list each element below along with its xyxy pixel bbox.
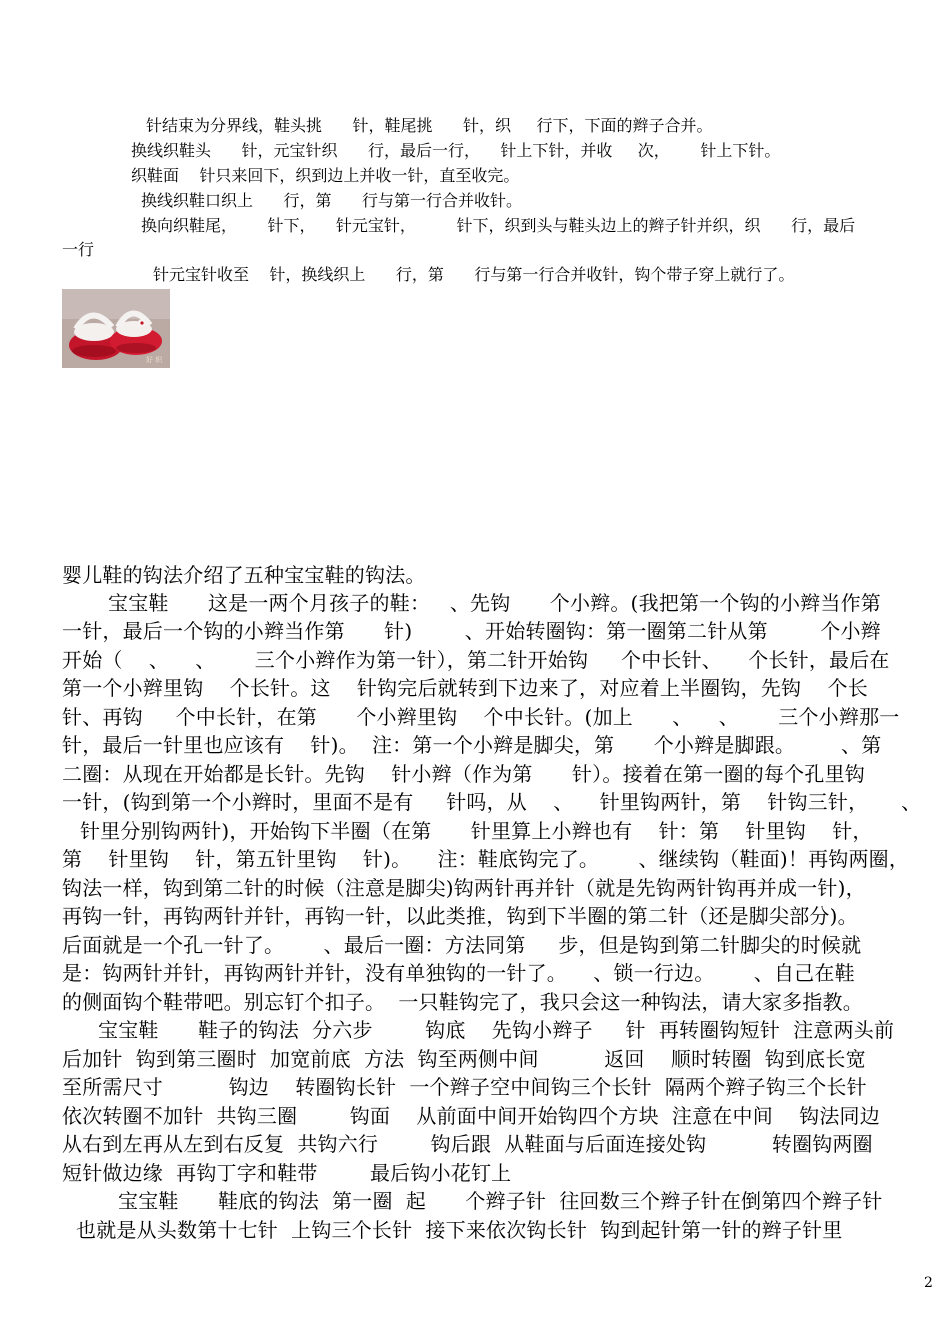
body-line-18: 后加针 钩到第三圈时 加宽前底 方法 钩至两侧中间 返回 顺时转圈 钩到底长宽 xyxy=(62,1047,866,1071)
body-line-21: 从右到左再从左到右反复 共钩六行 钩后跟 从鞋面与后面连接处钩 转圈钩两圈 xyxy=(62,1132,873,1156)
body-line-15: 是：钩两针并针，再钩两针并针，没有单独钩的一针了。 、锁一行边。 、自己在鞋 xyxy=(62,961,855,985)
body-line-9: 一针，(钩到第一个小辫时，里面不是有 针吗，从 、 针里钩两针，第 针钩三针， 、 xyxy=(62,790,922,814)
baby-shoes-photo xyxy=(62,289,170,368)
body-line-19: 至所需尺寸 钩边 转圈钩长针 一个辫子空中间钩三个长针 隔两个辫子钩三个长针 xyxy=(62,1075,867,1099)
body-line-3: 一针，最后一个钩的小辫当作第 针) 、开始转圈钩：第一圈第二针从第 个小辫 xyxy=(62,619,881,643)
body-line-14: 后面就是一个孔一针了。 、最后一圈：方法同第 步，但是钩到第二针脚尖的时候就 xyxy=(62,933,862,957)
top-line-3: 织鞋面 针只来回下，织到边上并收一针，直至收完。 xyxy=(131,166,520,185)
body-line-23: 宝宝鞋 鞋底的钩法 第一圈 起 个辫子针 往回数三个辫子针在倒第四个辫子针 xyxy=(118,1189,883,1213)
top-line-2: 换线织鞋头 针，元宝针织 行，最后一行， 针上下针，并收 次， 针上下针。 xyxy=(131,141,781,160)
top-line-1: 针结束为分界线，鞋头挑 针，鞋尾挑 针，织 行下，下面的辫子合并。 xyxy=(146,116,713,135)
photo-watermark: 好 织 xyxy=(146,356,163,364)
body-line-2: 宝宝鞋 这是一两个月孩子的鞋： 、先钩 个小辫。(我把第一个钩的小辫当作第 xyxy=(108,591,881,615)
body-line-6: 针、再钩 个中长针，在第 个小辫里钩 个中长针。(加上 、 、 三个小辫那一 xyxy=(62,705,900,729)
body-line-16: 的侧面钩个鞋带吧。别忘钉个扣子。 一只鞋钩完了，我只会这一种钩法，请大家多指教。 xyxy=(62,990,863,1014)
body-line-17: 宝宝鞋 鞋子的钩法 分六步 钩底 先钩小辫子 针 再转圈钩短针 注意两头前 xyxy=(98,1018,895,1042)
body-line-11: 第 针里钩 针，第五针里钩 针)。 注：鞋底钩完了。 、继续钩（鞋面)！再钩两圈， xyxy=(62,847,910,871)
top-line-5: 换向织鞋尾， 针下， 针元宝针， 针下，织到头与鞋头边上的辫子针并织，织 行，最后 xyxy=(141,216,856,235)
top-line-6: 一行 xyxy=(62,240,95,259)
body-line-13: 再钩一针，再钩两针并针，再钩一针，以此类推，钩到下半圈的第二针（还是脚尖部分)。 xyxy=(62,904,858,928)
body-line-1: 婴儿鞋的钩法介绍了五种宝宝鞋的钩法。 xyxy=(62,563,426,587)
body-line-8: 二圈：从现在开始都是长针。先钩 针小辫（作为第 针）。接着在第一圈的每个孔里钩 xyxy=(62,762,865,786)
page-number: 2 xyxy=(924,1275,933,1291)
body-line-4: 开始（ 、 、 三个小辫作为第一针），第二针开始钩 个中长针、 个长针，最后在 xyxy=(62,648,890,672)
top-line-7: 针元宝针收至 针，换线织上 行，第 行与第一行合并收针，钩个带子穿上就行了。 xyxy=(153,265,795,284)
body-line-10: 针里分别钩两针)，开始钩下半圈（在第 针里算上小辫也有 针：第 针里钩 针， xyxy=(80,819,873,843)
body-line-7: 针，最后一针里也应该有 针)。 注：第一个小辫是脚尖，第 个小辫是脚跟。 、第 xyxy=(62,733,882,757)
top-line-4: 换线织鞋口织上 行，第 行与第一行合并收针。 xyxy=(141,191,523,210)
body-line-5: 第一个小辫里钩 个长针。这 针钩完后就转到下边来了，对应着上半圈钩，先钩 个长 xyxy=(62,676,868,700)
body-line-12: 钩法一样，钩到第二针的时候（注意是脚尖)钩两针再并针（就是先钩两针钩再并成一针)， xyxy=(62,876,866,900)
body-line-22: 短针做边缘 再钩丁字和鞋带 最后钩小花钉上 xyxy=(62,1161,512,1185)
body-line-20: 依次转圈不加针 共钩三圈 钩面 从前面中间开始钩四个方块 注意在中间 钩法同边 xyxy=(62,1104,880,1128)
body-line-24: 也就是从头数第十七针 上钩三个长针 接下来依次钩长针 钩到起针第一针的辫子针里 xyxy=(76,1218,843,1242)
